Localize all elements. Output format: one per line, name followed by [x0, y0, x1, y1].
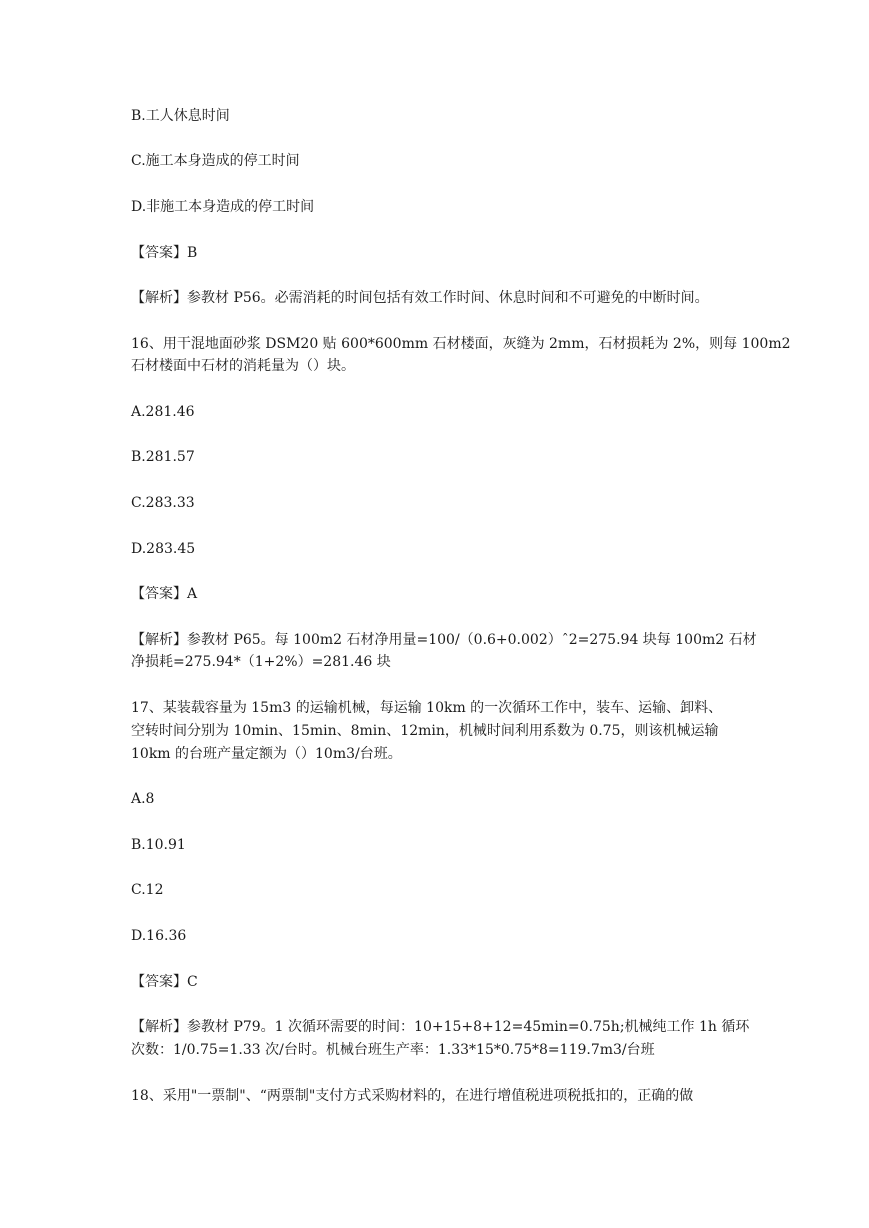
- option-d-q17: D.16.36: [131, 928, 187, 944]
- explanation-q16-line-2: 净损耗=275.94*（1+2%）=281.46 块: [131, 654, 391, 670]
- answer-q16: 【答案】A: [131, 586, 198, 602]
- option-b-q17: B.10.91: [131, 837, 186, 853]
- explanation-q16-line-1: 【解析】参教材 P65。每 100m2 石材净用量=100/（0.6+0.002）ˆ2=275.94 块每 100m2 石材: [131, 632, 757, 648]
- question-17-line-2: 空转时间分别为 10min、15min、8min、12min，机械时间利用系数为 0.75，则该机械运输: [131, 723, 719, 739]
- answer-q15: 【答案】B: [131, 245, 198, 261]
- question-18-line-1: 18、采用"一票制"、“两票制"支付方式采购材料的，在进行增值税进项税抵扣的，正确的做: [131, 1088, 694, 1104]
- explanation-q15: 【解析】参教材 P56。必需消耗的时间包括有效工作时间、休息时间和不可避免的中断时间。: [131, 290, 709, 306]
- question-17-line-1: 17、某装载容量为 15m3 的运输机械，每运输 10km 的一次循环工作中，装车、运输、卸料、: [131, 700, 723, 716]
- option-b-q15: B.工人休息时间: [131, 108, 230, 124]
- question-17-line-3: 10km 的台班产量定额为（）10m3/台班。: [131, 746, 402, 762]
- option-c-q15: C.施工本身造成的停工时间: [131, 153, 300, 169]
- option-b-q16: B.281.57: [131, 449, 195, 465]
- option-c-q16: C.283.33: [131, 495, 195, 511]
- question-16-line-2: 石材楼面中石材的消耗量为（）块。: [131, 358, 355, 374]
- option-a-q17: A.8: [131, 791, 155, 807]
- explanation-q17-line-1: 【解析】参教材 P79。1 次循环需要的时间：10+15+8+12=45min=0.75h;机械纯工作 1h 循环: [131, 1019, 750, 1035]
- question-16-line-1: 16、用干混地面砂浆 DSM20 贴 600*600mm 石材楼面，灰缝为 2mm，石材损耗为 2%，则每 100m2: [131, 336, 791, 352]
- explanation-q17-line-2: 次数：1/0.75=1.33 次/台时。机械台班生产率：1.33*15*0.75*8=119.7m3/台班: [131, 1042, 655, 1058]
- option-a-q16: A.281.46: [131, 404, 195, 420]
- option-c-q17: C.12: [131, 882, 164, 898]
- answer-q17: 【答案】C: [131, 974, 198, 990]
- option-d-q15: D.非施工本身造成的停工时间: [131, 199, 315, 215]
- option-d-q16: D.283.45: [131, 541, 196, 557]
